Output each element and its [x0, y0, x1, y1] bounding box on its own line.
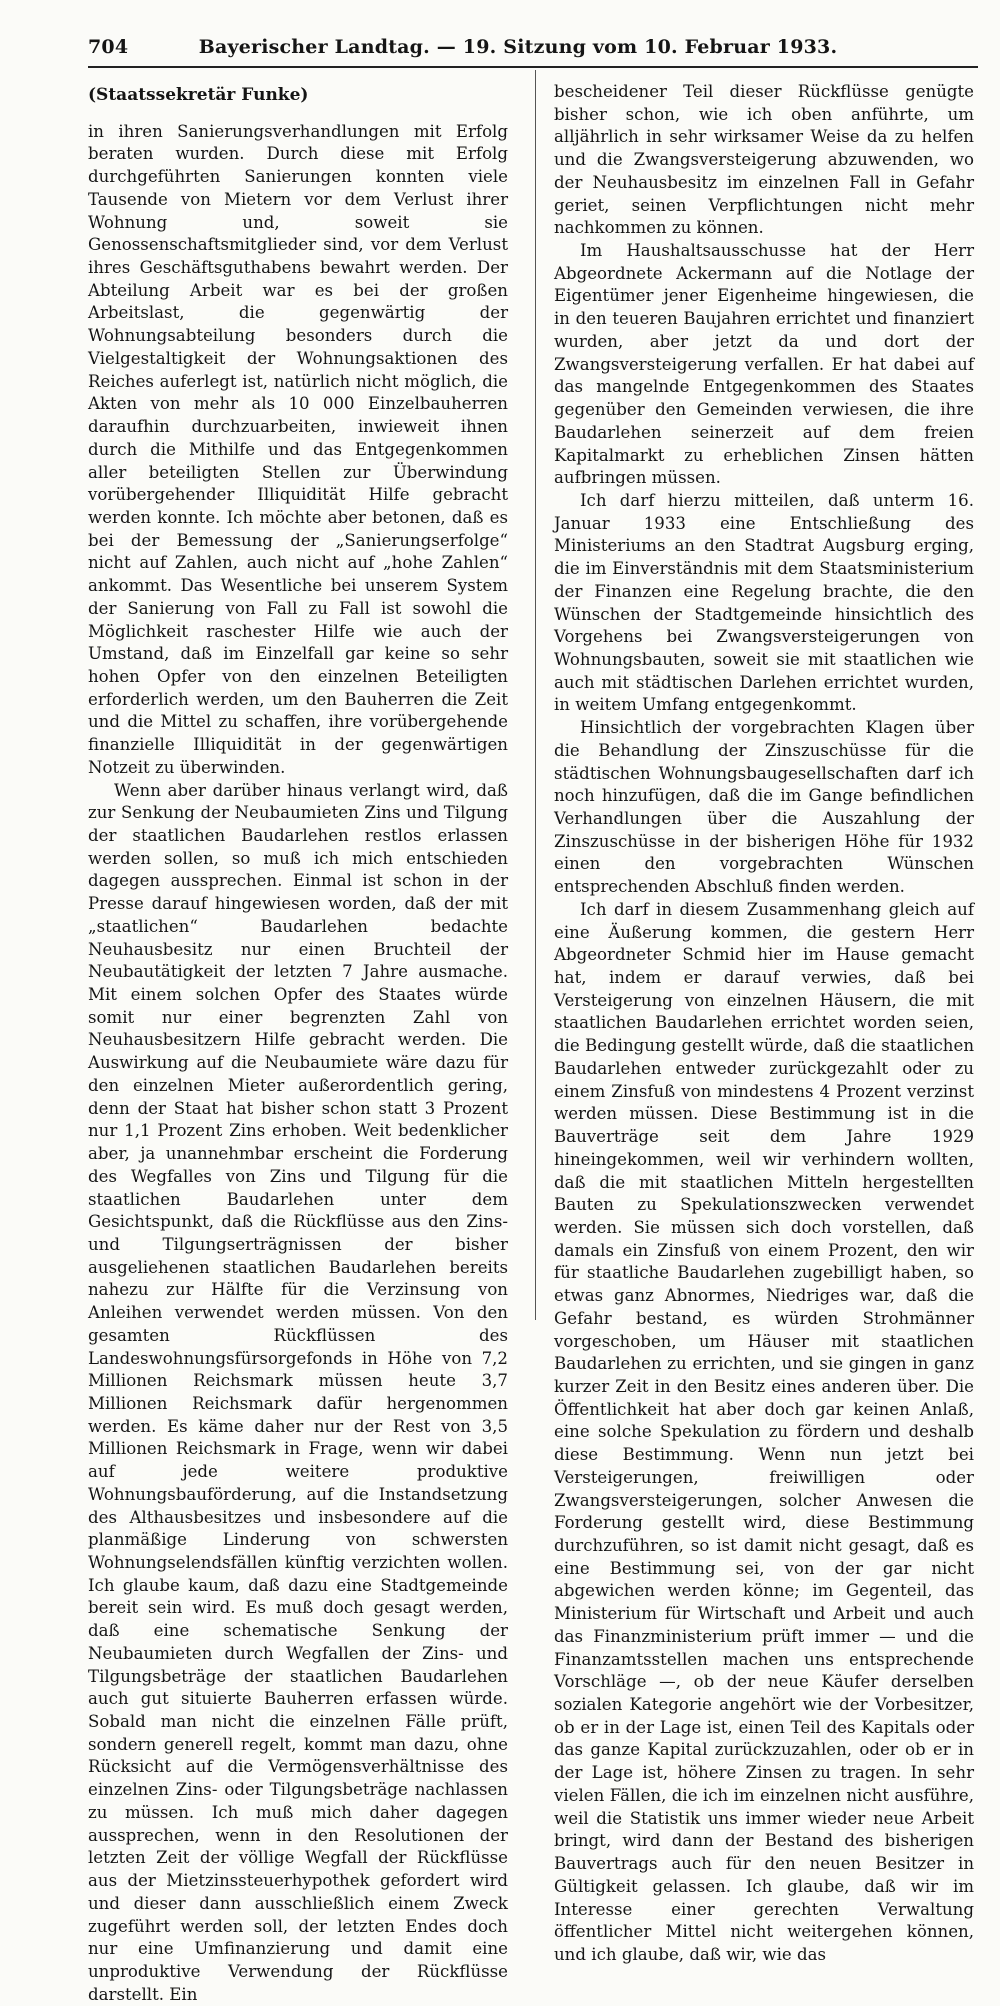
paragraph: Hinsichtlich der vorgebrachten Klagen über die Behandlung der Zinszuschüsse für die städtischen Wohnungsbaugesellschaften darf ich noch hinzufügen, daß die im Gange befindlichen Verhandlungen über die Auszahlung der Zinszuschüsse in der bisherigen Höhe für 1932 einen den vorgebrachten Wünschen entsprechenden Abschluß finden werden. [554, 718, 974, 897]
right-column [554, 81, 974, 1967]
paragraph: Ich darf hierzu mitteilen, daß unterm 16. Januar 1933 eine Entschließung des Ministeriums an den Stadtrat Augsburg erging, die im Einverständnis mit dem Staatsministerium der Finanzen eine Regelung brachte, die den Wünschen der Stadtgemeinde hinsichtlich des Vorgehens bei Zwangsversteigerungen von Wohnungsbauten, soweit sie mit staatlichen wie auch mit städtischen Darlehen errichtet wurden, in weitem Umfang entgegenkommt. [554, 490, 974, 715]
header-rule [88, 66, 978, 68]
speaker-label: (Staatssekretär Funke) [88, 85, 309, 105]
page-header [88, 36, 978, 62]
paragraph: Im Haushaltsausschusse hat der Herr Abgeordnete Ackermann auf die Notlage der Eigentümer jener Eigenheime hingewiesen, die in den teueren Baujahren errichtet und finanziert wurden, aber jetzt da und dort der Zwangsversteigerung verfallen. Er hat dabei auf das mangelnde Entgegenkommen des Staates gegenüber den Gemeinden verwiesen, die ihre Baudarlehen seinerzeit auf dem freien Kapitalmarkt zu erheblichen Zinsen hätten aufbringen müssen. [554, 241, 974, 488]
paragraph: Ich darf in diesem Zusammenhang gleich auf eine Äußerung kommen, die gestern Herr Abgeordneter Schmid hier im Hause gemacht hat, indem er darauf verwies, daß bei Versteigerung von einzelnen Häusern, die mit staatlichen Baudarlehen errichtet worden seien, die Bedingung gestellt würde, daß die staatlichen Baudarlehen entweder zurückgezahlt oder zu einem Zinsfuß von mindestens 4 Prozent verzinst werden müssen. Diese Bestimmung ist in die Bauverträge seit dem Jahre 1929 hineingekommen, weil wir verhindern wollten, daß die mit staatlichen Mitteln hergestellten Bauten zu Spekulationszwecken verwendet werden. Sie müssen sich doch vorstellen, daß damals ein Zinsfuß von einem Prozent, den wir für staatliche Baudarlehen zugebilligt haben, so etwas ganz Abnormes, Niedriges war, daß die Gefahr bestand, es würden Strohmänner vorgeschoben, um Häuser mit staatlichen Baudarlehen zu errichten, und sie gingen in ganz kurzer Zeit in den Besitz eines anderen über. Die Öffentlichkeit hat aber doch gar keinen Anlaß, eine solche Spekulation zu fördern und deshalb diese Bestimmung. Wenn nun jetzt bei Versteigerungen, freiwilligen oder Zwangsversteigerungen, solcher Anwesen die Forderung gestellt wird, diese Bestimmung durchzuführen, so ist damit nicht gesagt, daß es eine Bestimmung sei, von der gar nicht abgewichen werden könne; im Gegenteil, das Ministerium für Wirtschaft und Arbeit und auch das Finanzministerium prüft immer — und die Finanzamtsstellen machen uns entsprechende Vorschläge —, ob der neue Käufer derselben sozialen Kategorie angehört wie der Vorbesitzer, ob er in der Lage ist, einen Teil des Kapitals oder das ganze Kapital zurückzuzahlen, oder ob er in der Lage ist, höhere Zinsen zu tragen. In sehr vielen Fällen, die ich im einzelnen nicht ausführe, weil die Statistik uns immer wieder neue Arbeit bringt, wird dann der Bestand des bisherigen Bauvertrags auch für den neuen Besitzer in Gültigkeit gelassen. Ich glaube, daß wir im Interesse einer gerechten Verwaltung öffentlicher Mittel nicht weitergehen können, und ich glaube, daß wir, wie das [554, 899, 975, 1964]
column-divider [535, 70, 536, 1320]
paragraph: Wenn aber darüber hinaus verlangt wird, daß zur Senkung der Neubaumieten Zins und Tilgung der staatlichen Baudarlehen restlos erlassen werden sollen, so muß ich mich entschieden dagegen aussprechen. Einmal ist schon in der Presse darauf hingewiesen worden, daß der mit „staatlichen“ Baudarlehen bedachte Neuhausbesitz nur einen Bruchteil der Neubautätigkeit der letzten 7 Jahre ausmache. Mit einem solchen Opfer des Staates würde somit nur einer begrenzten Zahl von Neuhausbesitzern Hilfe gebracht werden. Die Auswirkung auf die Neubaumiete wäre dazu für den einzelnen Mieter außerordentlich gering, denn der Staat hat bisher schon statt 3 Prozent nur 1,1 Prozent Zins erhoben. Weit bedenklicher aber, ja unannehmbar erscheint die Forderung des Wegfalles von Zins und Tilgung für die staatlichen Baudarlehen unter dem Gesichtspunkt, daß die Rückflüsse aus den Zins- und Tilgungserträgnissen der bisher ausgeliehenen staatlichen Baudarlehen bereits nahezu zur Hälfte für die Verzinsung von Anleihen verwendet werden müssen. Von den gesamten Rückflüssen des Landeswohnungsfürsorgefonds in Höhe von 7,2 Millionen Reichsmark müssen heute 3,7 Millionen Reichsmark dafür hergenommen werden. Es käme daher nur der Rest von 3,5 Millionen Reichsmark in Frage, wenn wir dabei auf jede weitere produktive Wohnungsbauförderung, auf die Instandsetzung des Althausbesitzes und insbesondere auf die planmäßige Linderung von schwersten Wohnungselendsfällen künftig verzichten wollen. Ich glaube kaum, daß dazu eine Stadtgemeinde bereit sein wird. Es muß doch gesagt werden, daß eine schematische Senkung der Neubaumieten durch Wegfallen der Zins- und Tilgungsbeträge der staatlichen Baudarlehen auch gut situierte Bauherren erfassen würde. Sobald man nicht die einzelnen Fälle prüft, sondern generell regelt, kommt man dazu, ohne Rücksicht auf die Vermögensverhältnisse des einzelnen Zins- oder Tilgungsbeträge nachlassen zu müssen. Ich muß mich daher dagegen aussprechen, wenn in den Resolutionen der letzten Zeit der völlige Wegfall der Rückflüsse aus der Mietzinssteuerhypothek gefordert wird und dieser dann ausschließlich einem Zweck zugeführt werden soll, der letzten Endes doch nur eine Umfinanzierung und damit eine unproduktive Verwendung der Rückflüsse darstellt. Ein [88, 780, 508, 2004]
left-column [88, 80, 508, 2006]
paragraph: bescheidener Teil dieser Rückflüsse genügte bisher schon, wie ich oben anführte, um alljährlich in sehr wirksamer Weise da zu helfen und die Zwangsversteigerung abzuwenden, wo der Neuhausbesitz im einzelnen Fall in Gefahr geriet, seinen Verpflichtungen nicht mehr nachkommen zu können. [554, 82, 974, 238]
paragraph: in ihren Sanierungsverhandlungen mit Erfolg beraten wurden. Durch diese mit Erfolg durchgeführten Sanierungen konnten viele Tausende von Mietern vor dem Verlust ihrer Wohnung und, soweit sie Genossenschaftsmitglieder sind, vor dem Verlust ihres Geschäftsguthabens bewahrt werden. Der Abteilung Arbeit war es bei der großen Arbeitslast, die gegenwärtig der Wohnungsabteilung besonders durch die Vielgestaltigkeit der Wohnungsaktionen des Reiches auferlegt ist, natürlich nicht möglich, die Akten von mehr als 10 000 Einzelbauherren daraufhin durchzuarbeiten, inwieweit ihnen durch die Mithilfe und das Entgegenkommen aller beteiligten Stellen zur Überwindung vorübergehender Illiquidität Hilfe gebracht werden konnte. Ich möchte aber betonen, daß es bei der Bemessung der „Sanierungserfolge“ nicht auf Zahlen, auch nicht auf „hohe Zahlen“ ankommt. Das Wesentliche bei unserem System der Sanierung von Fall zu Fall ist sowohl die Möglichkeit raschester Hilfe wie auch der Umstand, daß im Einzelfall gar keine so sehr hohen Opfer von den einzelnen Beteiligten erforderlich werden, um den Bauherren die Zeit und die Mittel zu schaffen, ihre vorübergehende finanzielle Illiquidität in der gegenwärtigen Notzeit zu überwinden. [88, 121, 508, 777]
running-title: Bayerischer Landtag. — 19. Sitzung vom 10. Februar 1933. [198, 36, 838, 58]
page-number: 704 [88, 36, 129, 58]
